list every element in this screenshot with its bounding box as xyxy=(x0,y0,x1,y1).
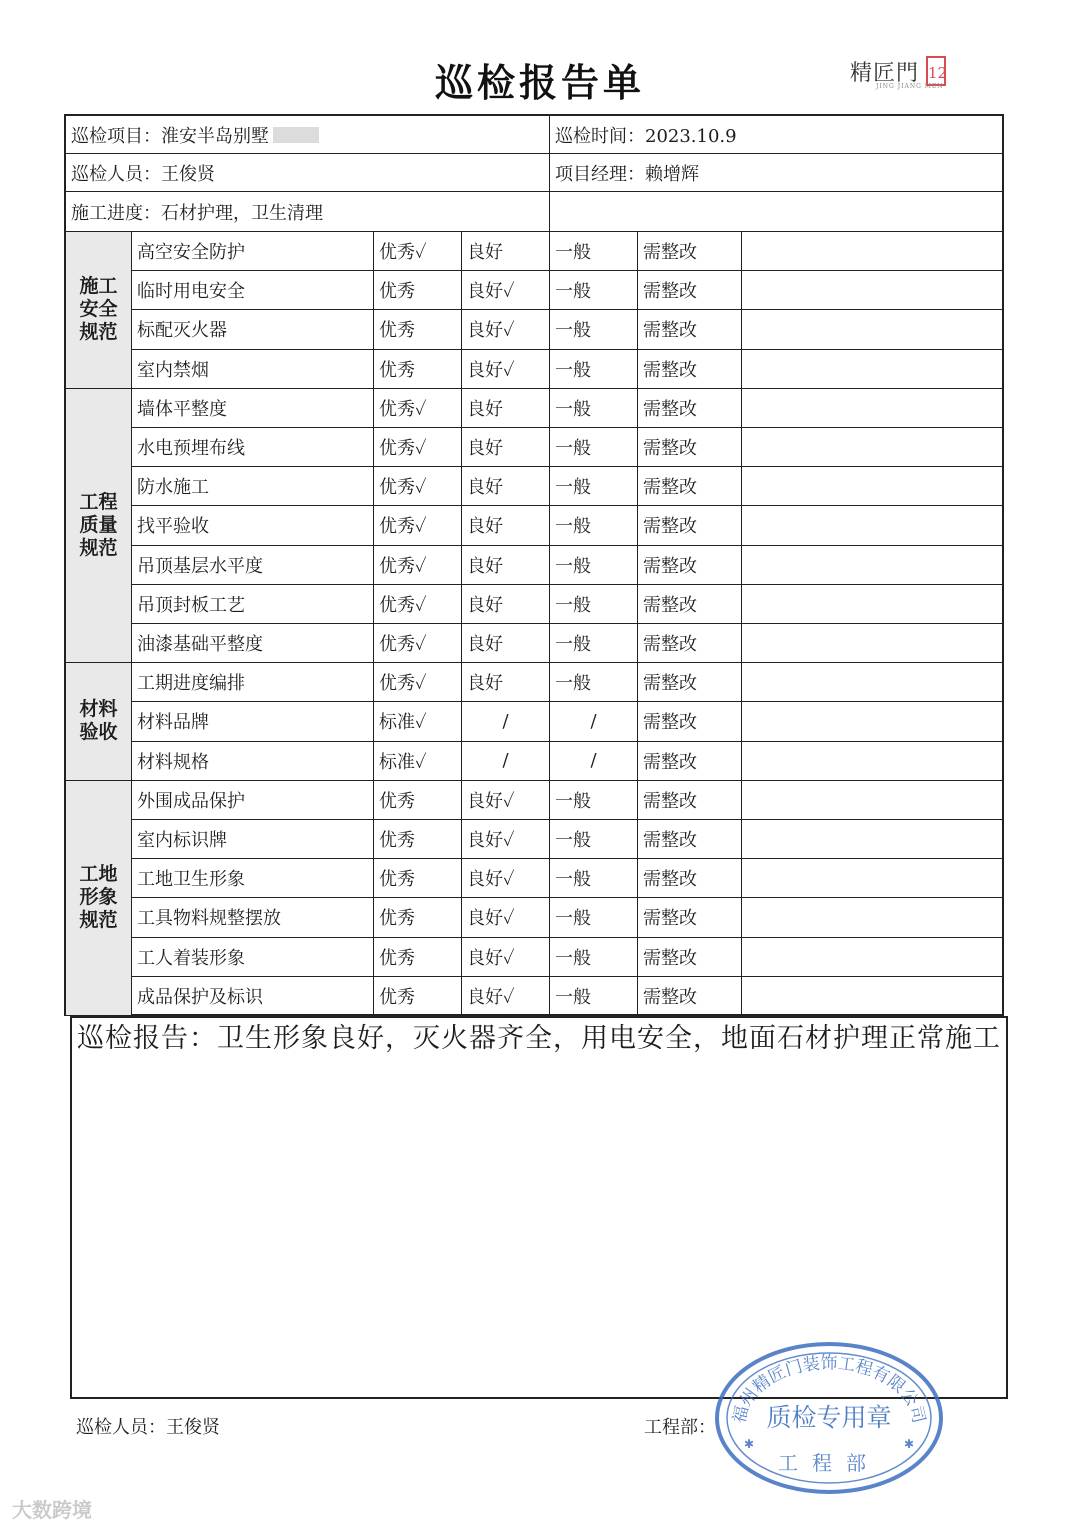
row-item-label: 室内禁烟 xyxy=(132,350,374,389)
rating-c4: 需整改 xyxy=(638,467,742,506)
report-text: 巡检报告：卫生形象良好，灭火器齐全，用电安全，地面石材护理正常施工 xyxy=(77,1023,1001,1054)
rating-c3: 一般 xyxy=(550,781,638,820)
watermark: 大数跨境 xyxy=(12,1498,92,1522)
rating-c1: 优秀✓ xyxy=(374,232,462,271)
row-remark-cell xyxy=(742,624,1002,663)
rating-c2: 良好 xyxy=(462,428,550,467)
seal-star-right: ✱ xyxy=(904,1437,915,1451)
rating-c1: 优秀✓ xyxy=(374,624,462,663)
rating-c1: 优秀 xyxy=(374,310,462,349)
rating-c2: 良好✓ xyxy=(462,859,550,898)
rating-c1: 优秀 xyxy=(374,859,462,898)
row-remark-cell xyxy=(742,742,1002,781)
row-item-label: 材料品牌 xyxy=(132,702,374,741)
rating-c1: 优秀 xyxy=(374,820,462,859)
row-item-label: 工期进度编排 xyxy=(132,663,374,702)
rating-c4: 需整改 xyxy=(638,742,742,781)
time-cell: 巡检时间：2023.10.9 xyxy=(550,116,1002,154)
brand-subtitle: JING JIANG MEN xyxy=(876,83,944,90)
category-cell xyxy=(66,781,132,1016)
rating-c3: 一般 xyxy=(550,820,638,859)
progress-cell: 施工进度：石材护理，卫生清理 xyxy=(66,192,550,232)
rating-c1: 优秀 xyxy=(374,350,462,389)
rating-c2: 良好 xyxy=(462,389,550,428)
row-remark-cell xyxy=(742,310,1002,349)
rating-c2: / xyxy=(462,742,550,781)
rating-c3: 一般 xyxy=(550,232,638,271)
row-item-label: 墙体平整度 xyxy=(132,389,374,428)
category-label: 施工安全规范 xyxy=(79,275,118,344)
rating-c3: 一般 xyxy=(550,938,638,977)
rating-c4: 需整改 xyxy=(638,546,742,585)
row-item-label: 油漆基础平整度 xyxy=(132,624,374,663)
inspection-table xyxy=(64,114,1004,1016)
category-cell xyxy=(66,232,132,389)
rating-c1: 标准✓ xyxy=(374,742,462,781)
rating-c2: 良好 xyxy=(462,232,550,271)
rating-c2: 良好 xyxy=(462,546,550,585)
seal-dept: 工程部 xyxy=(778,1451,880,1475)
rating-c2: 良好✓ xyxy=(462,781,550,820)
rating-c3: 一般 xyxy=(550,977,638,1016)
category-cell xyxy=(66,663,132,781)
page-title: 巡检报告单 xyxy=(434,60,645,105)
progress-blank-cell xyxy=(550,192,1002,232)
rating-c1: 优秀✓ xyxy=(374,663,462,702)
rating-c2: 良好✓ xyxy=(462,271,550,310)
rating-c4: 需整改 xyxy=(638,271,742,310)
rating-c4: 需整改 xyxy=(638,232,742,271)
rating-c2: 良好 xyxy=(462,624,550,663)
row-remark-cell xyxy=(742,938,1002,977)
manager-cell: 项目经理：赖增辉 xyxy=(550,154,1002,192)
rating-c1: 优秀 xyxy=(374,938,462,977)
rating-c3: 一般 xyxy=(550,310,638,349)
row-item-label: 工地卫生形象 xyxy=(132,859,374,898)
rating-c1: 优秀 xyxy=(374,271,462,310)
row-item-label: 外围成品保护 xyxy=(132,781,374,820)
row-remark-cell xyxy=(742,585,1002,624)
category-label: 工地形象规范 xyxy=(79,863,118,932)
rating-c4: 需整改 xyxy=(638,859,742,898)
row-remark-cell xyxy=(742,428,1002,467)
rating-c3: 一般 xyxy=(550,898,638,937)
rating-c3: 一般 xyxy=(550,350,638,389)
row-item-label: 室内标识牌 xyxy=(132,820,374,859)
row-item-label: 工人着装形象 xyxy=(132,938,374,977)
rating-c4: 需整改 xyxy=(638,350,742,389)
row-remark-cell xyxy=(742,781,1002,820)
rating-c2: 良好 xyxy=(462,585,550,624)
row-remark-cell xyxy=(742,467,1002,506)
seal-title: 质检专用章 xyxy=(766,1403,892,1432)
row-remark-cell xyxy=(742,350,1002,389)
footer-department: 工程部： xyxy=(644,1417,716,1438)
project-cell xyxy=(66,116,550,154)
rating-c1: 优秀 xyxy=(374,898,462,937)
category-label: 材料验收 xyxy=(79,698,118,744)
rating-c1: 优秀✓ xyxy=(374,585,462,624)
row-remark-cell xyxy=(742,546,1002,585)
rating-c3: 一般 xyxy=(550,467,638,506)
row-item-label: 水电预埋布线 xyxy=(132,428,374,467)
row-remark-cell xyxy=(742,506,1002,545)
inspector-cell: 巡检人员：王俊贤 xyxy=(66,154,550,192)
rating-c4: 需整改 xyxy=(638,898,742,937)
row-item-label: 吊顶封板工艺 xyxy=(132,585,374,624)
row-remark-cell xyxy=(742,232,1002,271)
rating-c1: 标准✓ xyxy=(374,702,462,741)
rating-c2: 良好✓ xyxy=(462,350,550,389)
rating-c4: 需整改 xyxy=(638,820,742,859)
rating-c2: 良好 xyxy=(462,663,550,702)
rating-c1: 优秀✓ xyxy=(374,389,462,428)
row-item-label: 工具物料规整摆放 xyxy=(132,898,374,937)
rating-c4: 需整改 xyxy=(638,938,742,977)
rating-c3: / xyxy=(550,742,638,781)
rating-c1: 优秀✓ xyxy=(374,428,462,467)
rating-c2: 良好✓ xyxy=(462,938,550,977)
row-remark-cell xyxy=(742,389,1002,428)
row-remark-cell xyxy=(742,663,1002,702)
row-remark-cell xyxy=(742,271,1002,310)
rating-c3: 一般 xyxy=(550,859,638,898)
row-item-label: 高空安全防护 xyxy=(132,232,374,271)
row-item-label: 材料规格 xyxy=(132,742,374,781)
brand-mark: 12 xyxy=(926,56,946,86)
rating-c2: / xyxy=(462,702,550,741)
rating-c4: 需整改 xyxy=(638,781,742,820)
rating-c2: 良好 xyxy=(462,467,550,506)
rating-c2: 良好 xyxy=(462,506,550,545)
rating-c3: 一般 xyxy=(550,624,638,663)
rating-c2: 良好✓ xyxy=(462,977,550,1016)
rating-c4: 需整改 xyxy=(638,428,742,467)
footer-inspector: 巡检人员：王俊贤 xyxy=(76,1417,220,1438)
rating-c4: 需整改 xyxy=(638,977,742,1016)
rating-c4: 需整改 xyxy=(638,310,742,349)
row-item-label: 标配灭火器 xyxy=(132,310,374,349)
row-item-label: 防水施工 xyxy=(132,467,374,506)
rating-c3: 一般 xyxy=(550,271,638,310)
rating-c1: 优秀✓ xyxy=(374,546,462,585)
rating-c1: 优秀 xyxy=(374,977,462,1016)
rating-c2: 良好✓ xyxy=(462,820,550,859)
rating-c3: 一般 xyxy=(550,663,638,702)
row-remark-cell xyxy=(742,702,1002,741)
brand-logo xyxy=(850,56,950,90)
rating-c3: 一般 xyxy=(550,506,638,545)
rating-c1: 优秀 xyxy=(374,781,462,820)
rating-c2: 良好✓ xyxy=(462,310,550,349)
redacted-mark xyxy=(273,127,319,143)
rating-c3: 一般 xyxy=(550,389,638,428)
seal-star-left: ✱ xyxy=(744,1437,755,1451)
rating-c4: 需整改 xyxy=(638,702,742,741)
seal-company: 福州精匠门装饰工程有限公司 xyxy=(729,1353,929,1426)
rating-c1: 优秀✓ xyxy=(374,506,462,545)
quality-seal xyxy=(714,1336,944,1496)
category-cell xyxy=(66,389,132,663)
rating-c3: 一般 xyxy=(550,428,638,467)
rating-c4: 需整改 xyxy=(638,663,742,702)
rating-c4: 需整改 xyxy=(638,585,742,624)
row-remark-cell xyxy=(742,820,1002,859)
row-item-label: 成品保护及标识 xyxy=(132,977,374,1016)
brand-name: 精匠門 xyxy=(850,61,920,86)
project-label: 巡检项目：淮安半岛别墅 xyxy=(71,125,269,147)
rating-c1: 优秀✓ xyxy=(374,467,462,506)
row-item-label: 找平验收 xyxy=(132,506,374,545)
row-remark-cell xyxy=(742,898,1002,937)
row-remark-cell xyxy=(742,859,1002,898)
rating-c2: 良好✓ xyxy=(462,898,550,937)
row-item-label: 吊顶基层水平度 xyxy=(132,546,374,585)
row-remark-cell xyxy=(742,977,1002,1016)
rating-c3: 一般 xyxy=(550,585,638,624)
rating-c4: 需整改 xyxy=(638,506,742,545)
row-item-label: 临时用电安全 xyxy=(132,271,374,310)
rating-c4: 需整改 xyxy=(638,624,742,663)
category-label: 工程质量规范 xyxy=(79,490,118,559)
rating-c3: 一般 xyxy=(550,546,638,585)
rating-c4: 需整改 xyxy=(638,389,742,428)
rating-c3: / xyxy=(550,702,638,741)
